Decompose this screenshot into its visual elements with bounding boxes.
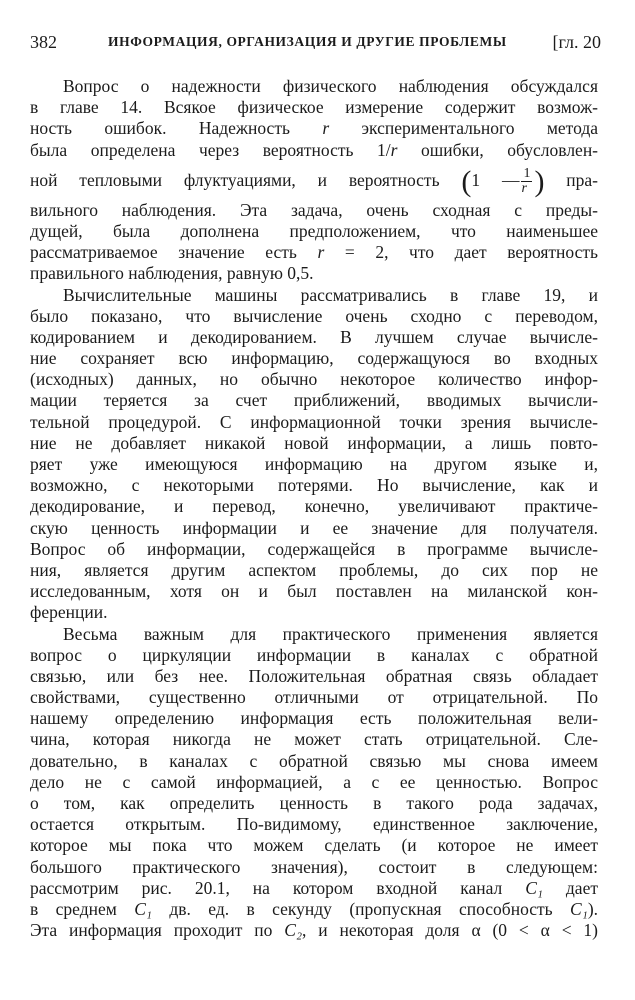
text-line: (исходных) данных, но обычно некоторое количество инфор- bbox=[30, 369, 598, 390]
text-line: остается открытым. По-видимому, единственное заключение, bbox=[30, 814, 598, 835]
chapter-marker: [гл. 20 bbox=[552, 32, 601, 52]
variable-c1: C₁ bbox=[570, 898, 588, 919]
text-line: дущей, была дополнена предположением, что наименьшее bbox=[30, 220, 598, 241]
variable-r: r bbox=[390, 139, 398, 160]
text-span: пра- bbox=[566, 169, 599, 190]
text-line bbox=[30, 242, 598, 263]
paragraph-feedback bbox=[30, 624, 598, 942]
page-number: 382 bbox=[30, 32, 57, 52]
text-line: ференции. bbox=[30, 602, 108, 623]
text-span: дв. ед. в секунду (пропускная способность bbox=[169, 898, 553, 919]
text-line: вопрос о циркуляции информации в каналах с обратной bbox=[30, 644, 598, 665]
text-line: ния, является другим аспектом проблемы, до сих пор не bbox=[30, 559, 598, 580]
fraction bbox=[521, 167, 532, 196]
variable-r: r bbox=[322, 118, 330, 139]
text-line: исследованным, хотя он и был поставлен на миланской кон- bbox=[30, 581, 598, 602]
page-header bbox=[30, 30, 601, 54]
text-line: ряет уже имеющуюся информацию на другом языке и, bbox=[30, 454, 598, 474]
paren-close: ) bbox=[534, 164, 545, 198]
text-line: вильного наблюдения. Эта задача, очень сходная с преды- bbox=[30, 199, 598, 220]
paragraph-reliability bbox=[30, 76, 598, 285]
text-line: было показано, что вычисление очень сходно с переводом, bbox=[30, 305, 598, 326]
paren-open: ( bbox=[461, 164, 472, 198]
text-line: скую ценность информации и ее значение для получателя. bbox=[30, 517, 598, 538]
variable-c2: C₂ bbox=[284, 920, 303, 941]
text-line: Вычислительные машины рассматривались в главе 19, и bbox=[63, 284, 598, 305]
text-line bbox=[30, 878, 598, 899]
text-line: Вопрос об информации, содержащейся в программе вычисле- bbox=[30, 538, 598, 559]
text-line: дело не с самой информацией, а с ее ценностью. Вопрос bbox=[30, 771, 598, 792]
text-line-formula bbox=[30, 161, 598, 200]
text-span: в среднем bbox=[30, 898, 117, 919]
fraction-denominator: r bbox=[521, 181, 527, 197]
variable-r: r bbox=[317, 242, 325, 263]
running-title: ИНФОРМАЦИЯ, ОРГАНИЗАЦИЯ И ДРУГИЕ ПРОБЛЕМЫ bbox=[108, 34, 507, 49]
text-span: дает bbox=[565, 877, 598, 898]
text-line: в главе 14. Всякое физическое измерение содержит возмож- bbox=[30, 97, 598, 118]
page-body bbox=[30, 76, 598, 941]
variable-c1: C₁ bbox=[525, 877, 543, 898]
text-line: ние не добавляет никакой новой информации, а лишь повто- bbox=[30, 432, 598, 453]
text-span: = 2, что дает вероятность bbox=[344, 242, 598, 263]
text-line: связью, или без нее. Положительная обратная связь обладает bbox=[30, 665, 598, 686]
text-line: большого практического значения), состоит в следующем: bbox=[30, 856, 598, 877]
text-span: рассматриваемое значение есть bbox=[30, 242, 297, 263]
text-line: мации теряется за счет приближений, вводимых вычисли- bbox=[30, 390, 598, 411]
formula bbox=[461, 164, 545, 198]
text-span: , и некоторая доля α (0 < α < 1) bbox=[302, 920, 599, 941]
fraction-numerator: 1 bbox=[523, 166, 531, 182]
text-span: была определена через вероятность 1/ bbox=[30, 139, 391, 160]
text-line: свойствами, существенно отличными от отрицательной. По bbox=[30, 687, 598, 708]
text-line: кодированием и декодированием. В лучшем случае вычисле- bbox=[30, 326, 598, 347]
text-line: декодирование, и перевод, конечно, увеличивают практиче- bbox=[30, 496, 598, 517]
paragraph-computers bbox=[30, 285, 598, 624]
text-line: Вопрос о надежности физического наблюдения обсуждался bbox=[63, 76, 598, 96]
text-line: ние сохраняет всю информацию, содержащуюся во входных bbox=[30, 348, 598, 369]
text-line bbox=[30, 118, 598, 139]
text-line: довательно, в каналах с обратной связью мы снова имеем bbox=[30, 750, 598, 771]
text-line: правильного наблюдения, равную 0,5. bbox=[30, 263, 314, 284]
text-span: Эта информация проходит по bbox=[30, 920, 273, 941]
text-line bbox=[30, 899, 598, 920]
text-span: ной тепловыми флуктуациями, и вероятность bbox=[30, 169, 440, 190]
text-span: рассмотрим рис. 20.1, на котором входной канал bbox=[30, 877, 503, 898]
text-line bbox=[30, 140, 598, 161]
text-line: Весьма важным для практического применения является bbox=[63, 623, 598, 644]
text-line: тельной процедурой. С информационной точки зрения вычисле- bbox=[30, 411, 598, 432]
text-line: которое мы пока что можем сделать (и которое не имеет bbox=[30, 835, 598, 856]
text-line: о том, как определить ценность в такого рода задачах, bbox=[30, 793, 598, 813]
text-span: ность ошибок. Надежность bbox=[30, 118, 290, 139]
text-line: нашему определению информация есть положительная вели- bbox=[30, 708, 598, 729]
text-span: экспериментального метода bbox=[361, 118, 599, 139]
variable-c1: C₁ bbox=[134, 898, 152, 919]
formula-one-minus: 1 — bbox=[471, 169, 520, 190]
text-span: ошибки, обусловлен- bbox=[421, 139, 599, 160]
text-span: ). bbox=[587, 898, 599, 919]
text-line bbox=[30, 920, 598, 941]
text-line: чина, которая никогда не может стать отрицательной. Сле- bbox=[30, 729, 598, 750]
text-line: возможно, с некоторыми потерями. Но вычисление, как и bbox=[30, 475, 598, 496]
